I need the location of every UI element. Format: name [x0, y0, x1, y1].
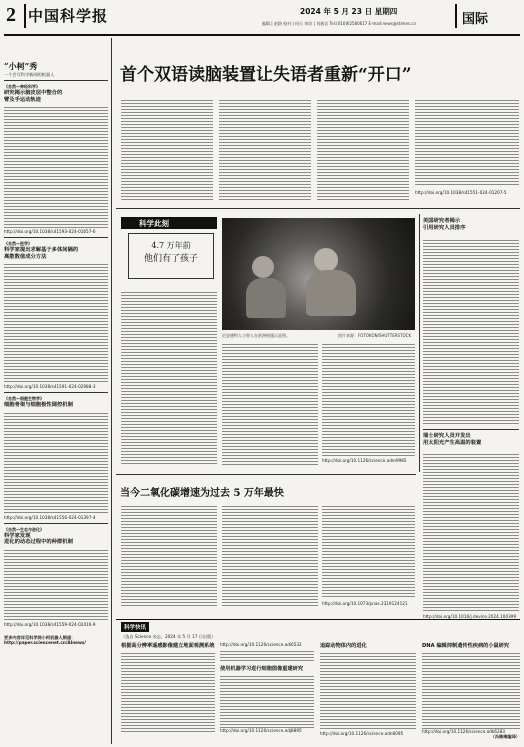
lead-doi[interactable]: http://doi.org/10.1038/s41551-024-01207-5	[415, 190, 507, 195]
bottom-item-body	[220, 649, 314, 663]
right-story2-doi[interactable]: http://doi.org/10.1016/j.device.2024.100399	[423, 614, 517, 619]
sidebar-divider	[4, 392, 108, 393]
sidebar-item-title: 科学家发现 进化的动态过程中的种群机制	[4, 532, 73, 545]
sidebar-rule	[111, 38, 112, 744]
bottom-item-body	[320, 651, 416, 731]
sidebar-item-body	[4, 548, 108, 622]
sidebar-item-doi[interactable]: http://doi.org/10.1038/s41559-024-02416-9	[4, 621, 96, 627]
second-doi[interactable]: http://doi.org/10.1073/pnas.2319124121	[322, 601, 408, 606]
feature-subtitle-line2: 他们有了孩子	[143, 254, 198, 264]
bottom-item-title: 追踪动物体内的进化	[320, 643, 367, 649]
issue-date: 2024 年 5 月 23 日 星期四	[300, 7, 398, 16]
sidebar-item-doi[interactable]: http://doi.org/10.1038/s41593-024-01657-6	[4, 229, 96, 234]
sidebar-footer: 更多内容详见科学网小柯机器人频道： http://paper.sciencenet.cn/AInews/	[4, 634, 86, 645]
sidebar-item-tag: 《自然—细胞生物学》	[4, 396, 44, 401]
section-divider	[455, 4, 457, 28]
figure-body-left	[246, 278, 286, 318]
sidebar-column-subtitle: 一个会写科学新闻的机器人	[4, 72, 55, 77]
right-story2-body	[423, 452, 519, 612]
bottom-item	[422, 642, 520, 742]
figure-head-left	[252, 256, 274, 278]
page-number: 2	[6, 4, 16, 26]
bottom-item-doi[interactable]: http://doi.org/10.1126/science.adn6095	[320, 731, 404, 736]
sidebar-divider	[4, 237, 108, 238]
second-rule	[116, 474, 416, 475]
photo-credit: 图片来源：FOTOKON/SHUTTERSTOCK	[338, 333, 412, 338]
figure-body-right	[306, 270, 356, 316]
section-title: 国际	[462, 12, 489, 27]
feature-subtitle-line1: 4.7 万年前	[151, 241, 191, 250]
bottom-item-body	[121, 651, 215, 733]
sidebar-item-doi[interactable]: http://doi.org/10.1038/s41591-024-02988-3	[4, 384, 96, 389]
feature-badge-bar	[121, 217, 217, 229]
sidebar-item-tag: 《自然—神经科学》	[4, 84, 40, 89]
lead-body-col	[219, 98, 311, 202]
bottom-item-doi[interactable]: http://doi.org/10.1126/science.adk6283	[422, 729, 505, 734]
right-col-divider	[423, 429, 519, 430]
feature-body-col	[121, 290, 217, 466]
bottom-item	[121, 642, 215, 742]
right-col-rule	[419, 214, 420, 472]
bottom-section-label: 科学快讯	[121, 622, 149, 632]
bottom-item	[220, 642, 314, 742]
sidebar-item-body	[4, 105, 108, 229]
lead-body-col	[317, 98, 409, 202]
second-body-col	[121, 504, 217, 608]
bottom-item-body	[422, 651, 520, 729]
sidebar	[4, 38, 108, 744]
sidebar-item-tag: 《自然—医学》	[4, 241, 32, 246]
masthead-divider	[24, 4, 26, 28]
feature-doi[interactable]: http://doi.org/10.1126/science.adm9985	[322, 458, 407, 463]
sidebar-item-title: 细胞骨架与细胞极性调控机制	[4, 402, 73, 408]
bottom-item-title: 根据高分辨率遥感影像建立地面观测系统	[121, 643, 215, 649]
newspaper-logo: 中国科学报	[28, 7, 109, 25]
sidebar-item-body	[4, 262, 108, 384]
feature-body-col	[322, 342, 415, 456]
right-story1-title: 美国研究者揭示 引用研究人员排序	[423, 218, 466, 231]
second-body-col	[222, 504, 318, 608]
editor-contact: 编辑 | 赵路 校对 | 何天 审改 | 刘新岩 Tel:(010)62580617 E-mail:news@stimes.cn	[262, 21, 417, 26]
sidebar-item-title: 研究揭示脑皮层中整合的 臂及手运动轨迹	[4, 90, 63, 103]
lead-rule	[116, 208, 520, 209]
sidebar-item-title: 科学家提出求解基于多体间隔的 离散数值成分方法	[4, 247, 79, 260]
sidebar-column-name: “小柯”秀	[4, 61, 38, 71]
sidebar-item-body	[4, 411, 108, 515]
masthead-rule	[4, 34, 520, 36]
sidebar-item-doi[interactable]: http://doi.org/10.1038/s41556-024-01397-4	[4, 514, 96, 520]
feature-badge: 科学此刻	[139, 219, 169, 228]
neanderthal-photo	[222, 218, 415, 330]
feature-body-col	[222, 342, 318, 466]
photo-caption: 尼安德特人与智人在欧洲相遇示意图。	[222, 333, 290, 338]
figure-head-right	[314, 248, 338, 272]
right-story2-title: 瑞士研究人员开发出 用太阳光产生高温的装置	[423, 433, 482, 446]
bottom-item-title: DNA 编辑抑制遗传性疾病的小鼠研究	[422, 643, 510, 649]
second-body-col	[322, 504, 415, 598]
lead-headline: 首个双语读脑装置让失语者重新“开口”	[120, 65, 412, 85]
feature-subtitle-box	[128, 233, 214, 279]
bottom-item	[320, 642, 416, 742]
right-story1-body	[423, 238, 519, 424]
bottom-item-body	[220, 674, 314, 728]
bottom-item-doi[interactable]: http://doi.org/10.1126/science.adj8895	[220, 728, 302, 733]
bottom-rule	[116, 619, 520, 620]
bottom-item-credit: （冯维维编译）	[490, 734, 520, 739]
second-headline: 当今二氧化碳增速为过去 5 万年最快	[120, 488, 284, 499]
lead-body-col	[415, 98, 519, 186]
bottom-item-title: 使用机器学习进行细胞图像重建研究	[220, 666, 304, 672]
sidebar-item-tag: 《自然—生态与进化》	[4, 526, 44, 532]
lead-body-col	[121, 98, 213, 202]
sidebar-divider	[4, 80, 108, 81]
bottom-item-doi[interactable]: http://doi.org/10.1126/science.adi6532	[220, 642, 302, 647]
sidebar-divider	[4, 523, 108, 524]
bottom-section-meta: （选自 Science 杂志，2024 年 5 月 17 日出版）	[121, 634, 216, 639]
